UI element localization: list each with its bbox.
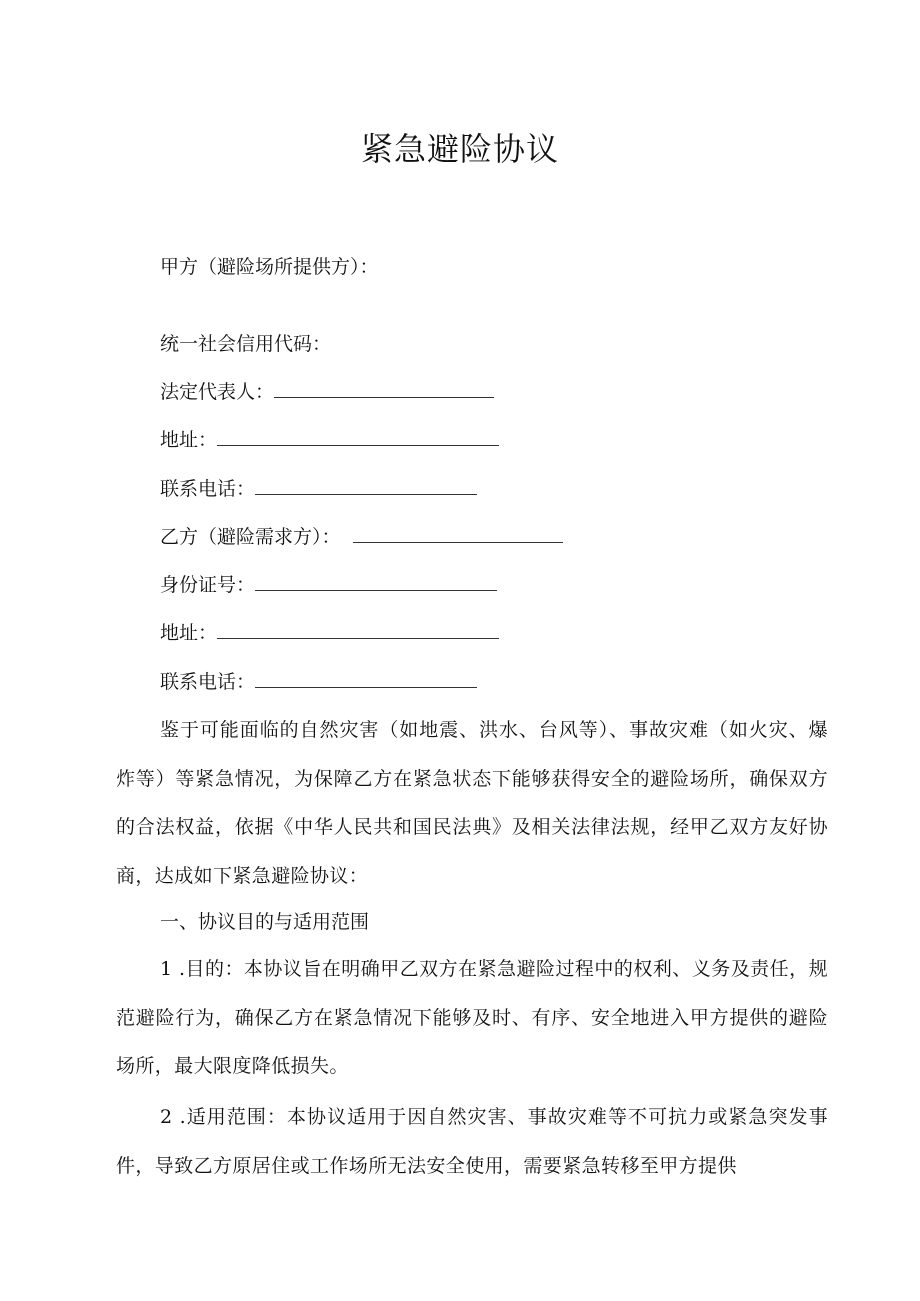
section-1-heading: 一、协议目的与适用范围 xyxy=(160,911,370,933)
party-a-address-row xyxy=(160,426,499,454)
section-1-item-2: 2 .适用范围：本协议适用于因自然灾害、事故灾难等不可抗力或紧急突发事件，导致乙方原居住或工作场所无法安全使用，需要紧急转移至甲方提供 xyxy=(116,1106,828,1177)
party-a-address-label: 地址： xyxy=(160,429,218,451)
party-b-row xyxy=(160,523,563,551)
legal-rep-label: 法定代表人： xyxy=(160,381,275,403)
party-b-id-row xyxy=(160,571,497,599)
party-a-phone-label: 联系电话： xyxy=(160,478,256,500)
party-a-phone-blank[interactable] xyxy=(255,476,477,495)
document-title: 紧急避险协议 xyxy=(360,130,559,168)
party-b-phone-row xyxy=(160,668,477,696)
preamble-paragraph: 鉴于可能面临的自然灾害（如地震、洪水、台风等）、事故灾难（如火灾、爆炸等）等紧急情况，为保障乙方在紧急状态下能够获得安全的避险场所，确保双方的合法权益，依据《中华人民共和国民法典》及相关法律法规，经甲乙双方友好协商，达成如下紧急避险协议： xyxy=(116,719,828,887)
party-b-id-label: 身份证号： xyxy=(160,574,256,596)
party-b-address-label: 地址： xyxy=(160,622,218,644)
party-b-address-row xyxy=(160,619,499,647)
party-a-heading: 甲方（避险场所提供方）： xyxy=(160,256,379,278)
party-b-phone-label: 联系电话： xyxy=(160,671,256,693)
credit-code-label: 统一社会信用代码： xyxy=(160,333,332,355)
party-b-address-blank[interactable] xyxy=(217,620,499,639)
legal-rep-row xyxy=(160,378,494,406)
legal-rep-blank[interactable] xyxy=(274,379,494,398)
party-b-name-blank[interactable] xyxy=(353,524,563,543)
party-b-phone-blank[interactable] xyxy=(255,669,477,688)
section-1-item-1: 1 .目的：本协议旨在明确甲乙双方在紧急避险过程中的权利、义务及责任，规范避险行为，确保乙方在紧急情况下能够及时、有序、安全地进入甲方提供的避险场所，最大限度降低损失。 xyxy=(116,958,828,1077)
party-a-address-blank[interactable] xyxy=(217,427,499,446)
party-a-phone-row xyxy=(160,475,477,503)
party-b-heading: 乙方（避险需求方）： xyxy=(160,526,341,548)
party-b-id-blank[interactable] xyxy=(255,572,497,591)
